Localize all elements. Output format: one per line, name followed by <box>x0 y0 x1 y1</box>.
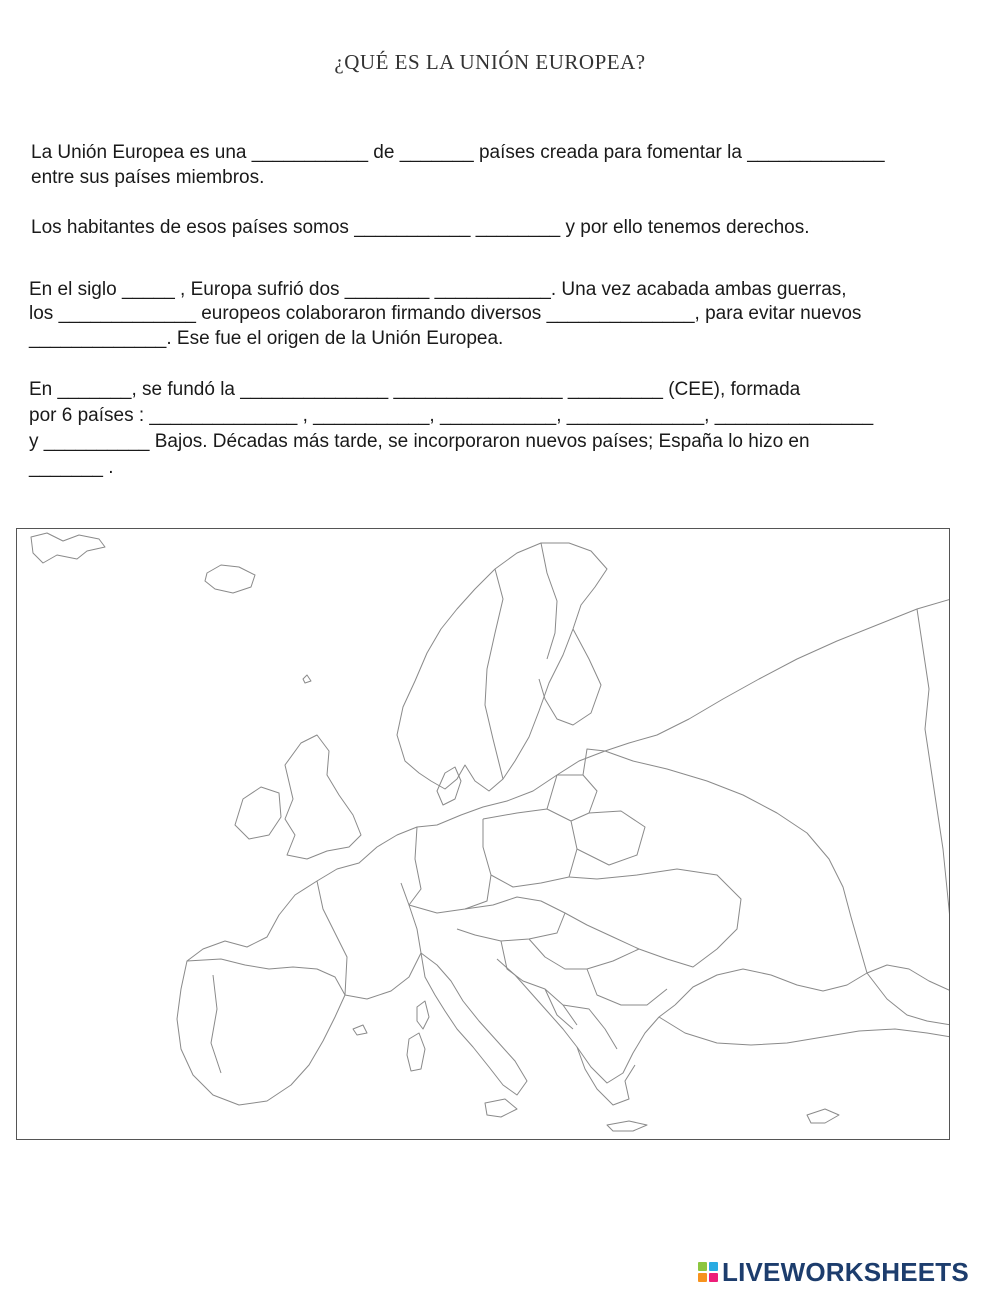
balkans-coast <box>497 959 675 1083</box>
caucasus-border <box>867 973 950 1025</box>
paragraph-1-line-1: La Unión Europea es una ___________ de _______ países creada para fomentar la _____________ <box>31 142 885 163</box>
logo-square-v <box>698 1273 707 1282</box>
sweden-border <box>485 569 503 779</box>
sicily-coast <box>485 1099 517 1117</box>
mainland-coast <box>187 599 950 961</box>
europe-map <box>16 528 950 1140</box>
cyprus-coast <box>807 1109 839 1123</box>
iceland-coast <box>205 565 255 593</box>
ireland-coast <box>235 787 281 839</box>
france-border <box>317 881 421 999</box>
spain-portugal-border <box>211 975 221 1073</box>
ural-edge <box>917 609 950 929</box>
logo-square-e <box>709 1273 718 1282</box>
great-britain-coast <box>285 735 361 859</box>
corsica-coast <box>417 1001 429 1029</box>
scandinavia-coast <box>397 543 607 791</box>
paragraph-3-line-2: los _____________ europeos colaboraron firmando diversos ______________, para evitar nuevos <box>29 303 862 324</box>
belarus-border <box>577 811 645 865</box>
finland-border <box>541 543 557 659</box>
page-title: ¿QUÉ ES LA UNIÓN EUROPEA? <box>334 50 646 74</box>
liveworksheets-brand <box>698 1258 969 1286</box>
black-sea-coast <box>675 965 950 1005</box>
baltic-borders <box>547 749 605 821</box>
anatolia-coast <box>659 1017 950 1045</box>
balkan-borders <box>501 941 617 1049</box>
sardinia-coast <box>407 1033 425 1071</box>
paragraph-3-line-3: _____________. Ese fue el origen de la Unión Europea. <box>29 328 504 349</box>
greece-coast <box>577 1047 635 1105</box>
paragraph-4-line-3: y __________ Bajos. Décadas más tarde, se incorporaron nuevos países; España lo hizo en <box>29 431 810 452</box>
ukraine-border <box>565 869 741 967</box>
paragraph-4-line-1: En _______, se fundó la ______________ ________________ _________ (CEE), formada <box>29 379 801 400</box>
logo-square-l <box>698 1262 707 1271</box>
paragraph-4-line-4: _______ . <box>29 457 114 478</box>
crete-coast <box>607 1121 647 1131</box>
balearic-islands <box>353 1025 367 1035</box>
logo-square-i <box>709 1262 718 1271</box>
greenland-coast <box>31 533 105 563</box>
europe-map-outline <box>17 529 950 1140</box>
russia-border <box>605 751 867 973</box>
liveworksheets-logo-icon <box>698 1262 718 1282</box>
finland-coast <box>539 629 601 725</box>
paragraph-4-line-2: por 6 países : ______________ , ___________, ___________, _____________, _______________ <box>29 405 874 426</box>
germany-border <box>409 819 491 913</box>
italy-coast <box>421 953 527 1095</box>
faroe-islands <box>303 675 311 683</box>
liveworksheets-wordmark: LIVEWORKSHEETS <box>722 1256 969 1287</box>
hungary-romania-border <box>529 939 667 1005</box>
czech-austria-border <box>457 897 565 941</box>
iberia-coast <box>177 959 345 1105</box>
paragraph-2-line-1: Los habitantes de esos países somos ___________ ________ y por ello tenemos derechos. <box>31 217 810 238</box>
paragraph-3-line-1: En el siglo _____ , Europa sufrió dos ________ ___________. Una vez acabada ambas guerras, <box>29 279 847 300</box>
paragraph-1-line-2: entre sus países miembros. <box>31 167 265 188</box>
poland-border <box>483 809 577 887</box>
